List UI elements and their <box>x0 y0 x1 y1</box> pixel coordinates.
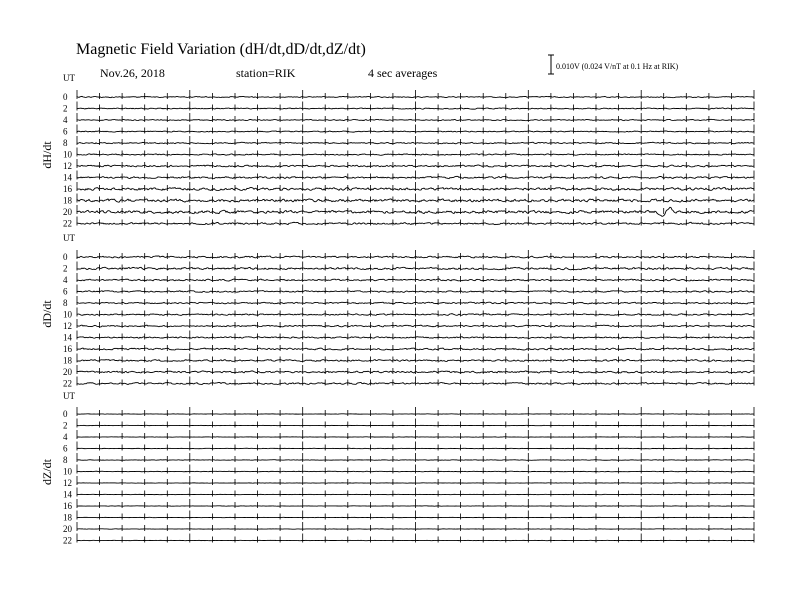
row-ticks <box>77 430 754 439</box>
trace-line <box>77 448 754 449</box>
row-label: 0 <box>63 409 68 419</box>
averaging-label: 4 sec averages <box>368 66 438 80</box>
row-ticks <box>77 217 754 226</box>
panel-ylabel: dD/dt <box>40 300 54 328</box>
row-label: 4 <box>63 115 68 125</box>
row-label: 2 <box>63 103 68 114</box>
row-ticks <box>77 442 754 451</box>
panel-dddt <box>40 233 754 389</box>
row-label: 20 <box>63 367 72 377</box>
row-label: 6 <box>63 126 68 137</box>
row-ticks <box>77 365 754 374</box>
row-label: 10 <box>63 309 72 320</box>
trace-line <box>77 460 754 461</box>
row-ticks <box>77 522 754 531</box>
ut-label: UT <box>63 391 75 401</box>
row-label: 6 <box>63 443 68 454</box>
row-ticks <box>77 407 754 416</box>
chart-title: Magnetic Field Variation (dH/dt,dD/dt,dZ/dt) <box>76 41 366 58</box>
row-ticks <box>77 342 754 351</box>
row-label: 4 <box>63 275 68 285</box>
row-ticks <box>77 499 754 508</box>
row-label: 8 <box>63 298 68 308</box>
row-ticks <box>77 136 754 145</box>
row-label: 10 <box>63 149 72 160</box>
row-label: 12 <box>63 161 72 171</box>
row-label: 2 <box>63 263 68 274</box>
row-ticks <box>77 476 754 485</box>
row-label: 8 <box>63 138 68 148</box>
row-label: 0 <box>63 92 68 102</box>
row-label: 18 <box>63 355 72 366</box>
row-ticks <box>77 419 754 428</box>
panel-dzdt <box>40 391 754 546</box>
panel-ylabel: dZ/dt <box>40 459 54 485</box>
row-label: 16 <box>63 344 72 354</box>
row-label: 20 <box>63 207 72 217</box>
row-ticks <box>77 465 754 474</box>
row-ticks <box>77 488 754 497</box>
row-ticks <box>77 250 754 259</box>
row-label: 16 <box>63 501 72 511</box>
row-label: 2 <box>63 420 68 431</box>
row-label: 12 <box>63 321 72 331</box>
row-ticks <box>77 102 754 111</box>
row-label: 20 <box>63 524 72 534</box>
row-label: 0 <box>63 252 68 262</box>
row-label: 14 <box>63 172 72 183</box>
ut-label: UT <box>63 73 75 83</box>
row-label: 10 <box>63 466 72 477</box>
row-ticks <box>77 377 754 386</box>
ut-label: UT <box>63 233 75 243</box>
row-ticks <box>77 113 754 122</box>
row-ticks <box>77 534 754 543</box>
scale-bar-icon <box>548 55 554 74</box>
trace-line <box>77 471 754 472</box>
row-label: 18 <box>63 512 72 523</box>
panel-ylabel: dH/dt <box>40 141 54 169</box>
row-ticks <box>77 90 754 99</box>
row-label: 6 <box>63 286 68 297</box>
row-label: 18 <box>63 195 72 206</box>
row-label: 12 <box>63 478 72 488</box>
row-ticks <box>77 453 754 462</box>
panel-dhdt <box>40 73 754 229</box>
row-label: 22 <box>63 378 72 389</box>
row-ticks <box>77 148 754 157</box>
row-ticks <box>77 285 754 294</box>
row-label: 22 <box>63 535 72 546</box>
row-label: 8 <box>63 455 68 465</box>
row-label: 16 <box>63 184 72 194</box>
row-label: 22 <box>63 218 72 229</box>
row-label: 14 <box>63 332 72 343</box>
row-label: 14 <box>63 489 72 500</box>
row-label: 4 <box>63 432 68 442</box>
date-label: Nov.26, 2018 <box>100 66 165 80</box>
station-label: station=RIK <box>236 66 296 80</box>
scale-note: 0.010V (0.024 V/nT at 0.1 Hz at RIK) <box>556 62 679 71</box>
row-ticks <box>77 511 754 520</box>
